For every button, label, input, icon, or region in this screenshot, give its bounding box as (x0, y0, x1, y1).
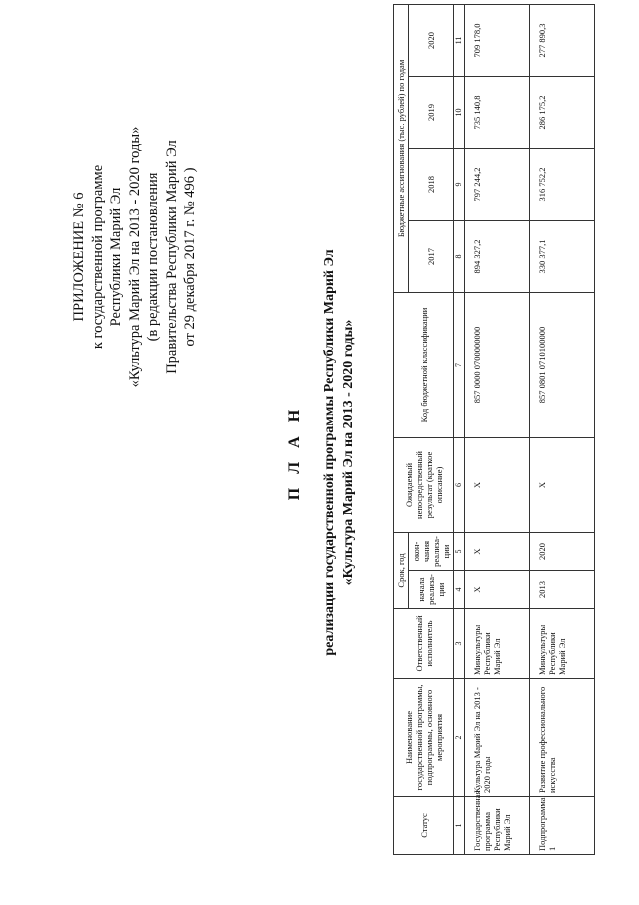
appendix-line: Республики Марий Эл (108, 187, 124, 327)
column-number: 1 (454, 797, 465, 855)
cell-2017: 894 327,2 (465, 221, 530, 293)
cell-2017: 330 377,1 (530, 221, 595, 293)
header-name: Наименование государственной программы, подпрограммы, основного мероприятия (394, 679, 454, 797)
cell-end: 2020 (530, 533, 595, 571)
column-number: 11 (454, 4, 465, 76)
header-code: Код бюджетной классификации (394, 293, 454, 438)
column-number: 2 (454, 679, 465, 797)
cell-result: Х (465, 438, 530, 533)
cell-2020: 277 890,3 (530, 4, 595, 76)
cell-start: 2013 (530, 571, 595, 609)
header-status: Статус (394, 797, 454, 855)
document-title (286, 170, 358, 735)
header-year-2017: 2017 (409, 221, 454, 293)
cell-2018: 797 244,2 (465, 149, 530, 221)
column-number: 9 (454, 149, 465, 221)
cell-2019: 286 175,2 (530, 77, 595, 149)
cell-executor: Минкультуры Республики Марий Эл (465, 609, 530, 679)
appendix-line: «Культура Марий Эл на 2013 - 2020 годы» (126, 126, 143, 388)
cell-2020: 709 178,0 (465, 4, 530, 76)
header-year-2020: 2020 (409, 4, 454, 76)
cell-start: Х (465, 571, 530, 609)
cell-executor: Минкультуры Республики Марий Эл (530, 609, 595, 679)
header-executor: Ответственный исполнитель (394, 609, 454, 679)
header-year-2018: 2018 (409, 149, 454, 221)
appendix-line: от 29 декабря 2017 г. № 496 ) (182, 167, 198, 347)
cell-status: Подпрограмма 1 (530, 797, 595, 855)
header-result: Ожидаемый непосредственный результат (краткое описание) (394, 438, 454, 533)
appendix-header (70, 87, 200, 427)
table-row (530, 4, 595, 854)
appendix-line: к государственной программе (89, 164, 106, 350)
plan-heading: П Л А Н (286, 404, 303, 501)
column-number: 6 (454, 438, 465, 533)
appendix-line: ПРИЛОЖЕНИЕ № 6 (71, 192, 87, 322)
column-number: 7 (454, 293, 465, 438)
header-start: начала реализа-ции (409, 571, 454, 609)
cell-name: Развитие профессионального искусства (530, 679, 595, 797)
column-number: 5 (454, 533, 465, 571)
cell-name: Культура Марий Эл на 2013 - 2020 годы (465, 679, 530, 797)
column-number: 3 (454, 609, 465, 679)
header-term: Срок, год (394, 533, 409, 609)
header-budget: Бюджетные ассигнования (тыс. рублей) по годам (394, 4, 409, 292)
header-row (394, 4, 409, 854)
column-number: 10 (454, 77, 465, 149)
appendix-line: (в редакции постановления (145, 172, 161, 342)
plan-subtitle-line2: «Культура Марий Эл на 2013 - 2020 годы» (341, 319, 356, 586)
cell-status: Государственная программа Республики Марий Эл (465, 797, 530, 855)
plan-subtitle-line1: реализации государственной программы Республики Марий Эл (322, 249, 337, 656)
plan-table (393, 4, 595, 855)
table-row (465, 4, 530, 854)
cell-2019: 735 140,8 (465, 77, 530, 149)
header-year-2019: 2019 (409, 77, 454, 149)
cell-2018: 316 752,2 (530, 149, 595, 221)
appendix-line: Правительства Республики Марий Эл (163, 140, 180, 374)
cell-result: Х (530, 438, 595, 533)
column-number: 4 (454, 571, 465, 609)
column-number: 8 (454, 221, 465, 293)
header-end: окон-чания реализа-ции (409, 533, 454, 571)
cell-code: 857 0000 0700000000 (465, 293, 530, 438)
cell-end: Х (465, 533, 530, 571)
cell-code: 857 0801 0710100000 (530, 293, 595, 438)
column-number-row (454, 4, 465, 854)
